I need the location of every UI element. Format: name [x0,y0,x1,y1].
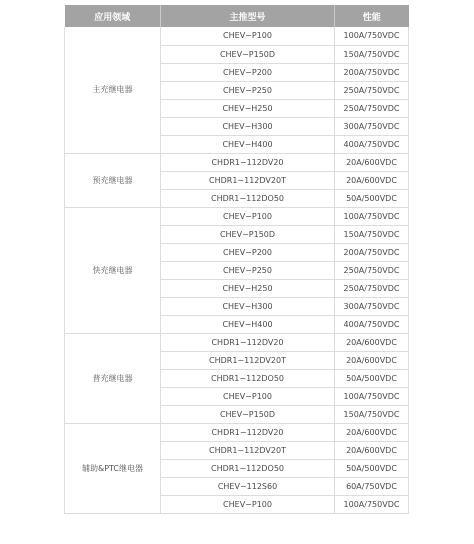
table-header [65,5,409,27]
relay-spec-table [64,5,409,514]
table-row [65,27,409,45]
performance-cell: 300A/750VDC [335,117,409,135]
table-row [65,207,409,225]
model-cell: CHEV−112S60 [161,477,335,495]
performance-cell: 250A/750VDC [335,99,409,117]
performance-cell: 60A/750VDC [335,477,409,495]
application-cell: 快充继电器 [65,207,161,333]
table-row [65,333,409,351]
model-cell: CHEV−H400 [161,135,335,153]
model-cell: CHDR1−112DV20T [161,171,335,189]
model-cell: CHEV−H250 [161,99,335,117]
header-model: 主推型号 [161,5,335,27]
performance-cell: 20A/600VDC [335,351,409,369]
performance-cell: 100A/750VDC [335,495,409,513]
performance-cell: 50A/500VDC [335,189,409,207]
model-cell: CHEV−H250 [161,279,335,297]
model-cell: CHDR1−112DV20T [161,441,335,459]
header-performance: 性能 [335,5,409,27]
model-cell: CHEV−P250 [161,261,335,279]
performance-cell: 100A/750VDC [335,207,409,225]
application-cell: 主充继电器 [65,27,161,153]
header-application: 应用领域 [65,5,161,27]
model-cell: CHEV−H300 [161,117,335,135]
model-cell: CHDR1−112DV20 [161,333,335,351]
performance-cell: 300A/750VDC [335,297,409,315]
model-cell: CHEV−H400 [161,315,335,333]
performance-cell: 400A/750VDC [335,315,409,333]
table-body [65,27,409,513]
performance-cell: 150A/750VDC [335,45,409,63]
application-cell: 辅助&PTC继电器 [65,423,161,513]
performance-cell: 100A/750VDC [335,27,409,45]
model-cell: CHDR1−112DO50 [161,189,335,207]
performance-cell: 250A/750VDC [335,279,409,297]
performance-cell: 400A/750VDC [335,135,409,153]
performance-cell: 50A/500VDC [335,369,409,387]
model-cell: CHEV−P100 [161,387,335,405]
performance-cell: 100A/750VDC [335,387,409,405]
model-cell: CHDR1−112DV20T [161,351,335,369]
performance-cell: 20A/600VDC [335,441,409,459]
performance-cell: 20A/600VDC [335,333,409,351]
model-cell: CHEV−P250 [161,81,335,99]
performance-cell: 250A/750VDC [335,261,409,279]
model-cell: CHEV−P100 [161,207,335,225]
model-cell: CHEV−P150D [161,225,335,243]
table-row [65,153,409,171]
performance-cell: 250A/750VDC [335,81,409,99]
model-cell: CHDR1−112DO50 [161,369,335,387]
model-cell: CHEV−P150D [161,45,335,63]
performance-cell: 200A/750VDC [335,243,409,261]
model-cell: CHEV−P150D [161,405,335,423]
performance-cell: 150A/750VDC [335,405,409,423]
performance-cell: 20A/600VDC [335,171,409,189]
model-cell: CHEV−P100 [161,495,335,513]
model-cell: CHEV−P100 [161,27,335,45]
header-row [65,5,409,27]
model-cell: CHEV−P200 [161,63,335,81]
performance-cell: 200A/750VDC [335,63,409,81]
performance-cell: 150A/750VDC [335,225,409,243]
model-cell: CHEV−P200 [161,243,335,261]
model-cell: CHDR1−112DV20 [161,423,335,441]
performance-cell: 20A/600VDC [335,423,409,441]
table-row [65,423,409,441]
model-cell: CHEV−H300 [161,297,335,315]
application-cell: 预充继电器 [65,153,161,207]
performance-cell: 20A/600VDC [335,153,409,171]
performance-cell: 50A/500VDC [335,459,409,477]
model-cell: CHDR1−112DO50 [161,459,335,477]
application-cell: 普充继电器 [65,333,161,423]
model-cell: CHDR1−112DV20 [161,153,335,171]
